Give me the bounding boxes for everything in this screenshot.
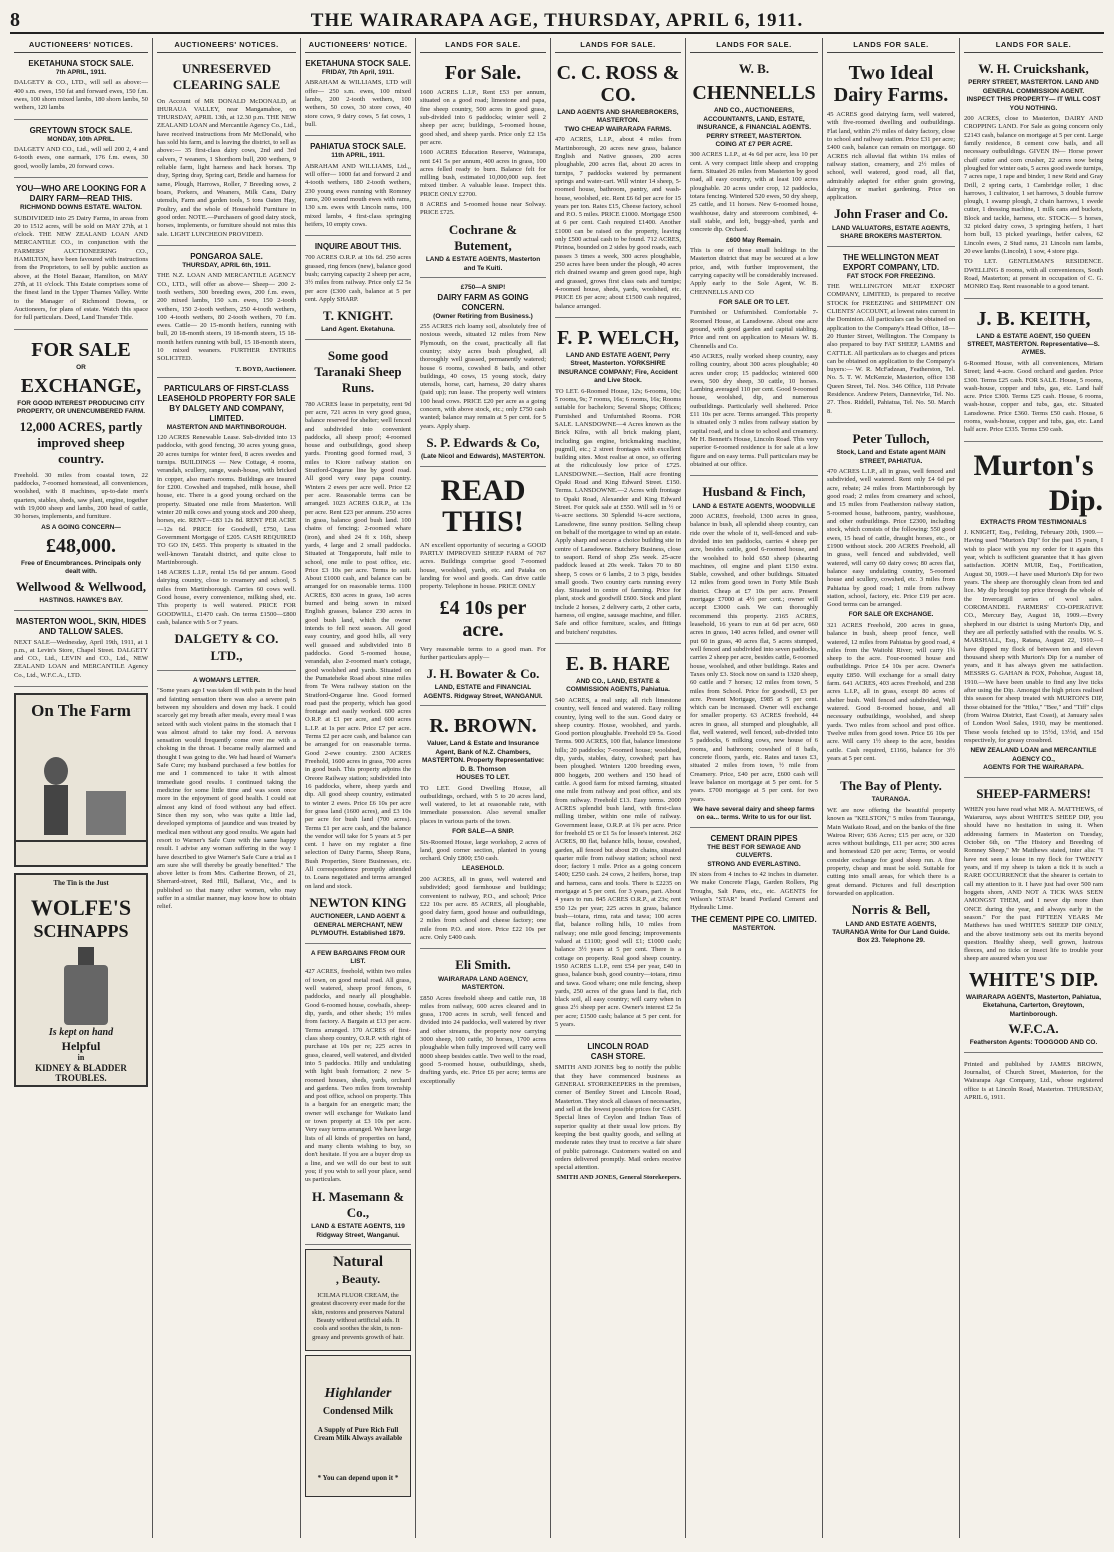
ad-body: THE WELLINGTON MEAT EXPORT COMPANY, LIMITED, is prepared to receive STOCK for FREEZING and SHIPMENT ON CLIENTS' ACCOUNT, at lowest rates current in the Dominion. All particulars can be obtained on application to the Company's Head Office, 18—20 Hunter Street, Wellington. The Company is also prepared to buy FAT SHEEP, LAMBS and CATTLE. All particulars as to charges and prices can be obtained on application to the Company's buyers:— W. R. McFadzean, Featherston, Tel. No. 5. T. W. McKenzie, Masterton, office 138 Queen Street, Tel. Nos. 346 Office, 118 Private Residence. Andrew Peters, Dannevirke, Tel. No. 27. Thos. Riddell, Pahiatua, Tel. No. 50. March 8. — [827, 283, 955, 415]
ad-price: £750—A SNIP! — [460, 284, 506, 292]
agent-name: NEW ZEALAND LOAN and MERCANTILE AGENCY CO., — [970, 747, 1097, 763]
column-3 — [301, 38, 416, 1538]
ad-signature: T. BOYD, Auctioneer. — [235, 365, 296, 373]
ad-body: 120 ACRES Renewable Lease. Sub-divided into 13 paddocks, with good fencing, 30 acres young grass, 20 acres turnips for winter feed, 8 acres swedes and turnips. BUILDINGS — New Cottage, 4 rooms, verandah, scullery, range, wash-house, with bricked in copper, also man's rooms. Buildings are insured for £200. Cowshed and trapshed, milk house, shell house, etc. There is a good young orchard on the property. Situated one mile from Masterton. Will winter 20 milk cows and young stock and 200 sheep, horses, etc. RENT—£83 12s 8d. RENT PER ACRE—12s 6d. PRICE for Goodwill, £750, Less Government Mortgage of £205. CASH REQUIRED TO GO IN, £455. This property is situated in the well-known Taratahi district, and quite close to Martinborough. — [157, 434, 296, 566]
bay-of-plenty-ad — [827, 773, 955, 950]
illustration-title: On The Farm — [31, 701, 131, 721]
ad-title: FOR SALE OR EXCHANGE. — [848, 611, 934, 619]
agent-name: H. Masemann & Co., — [311, 1188, 405, 1220]
ad-concern: AS A GOING CONCERN— — [41, 523, 121, 531]
inquire-ad — [305, 239, 411, 340]
page-number: 8 — [10, 9, 20, 31]
ad-terms: Very reasonable terms to a good man. For further particulars apply— — [420, 645, 546, 661]
hare-ad — [555, 647, 681, 1036]
agent-title: LAND & ESTATE AGENT, 150 QUEEN STREET, MASTERTON. Representative—S. AYMES. — [967, 332, 1100, 357]
ad-title: PAHIATUA STOCK SALE. — [310, 142, 406, 152]
agent-location: HASTINGS. HAWKE'S BAY. — [39, 597, 123, 605]
welch-ad — [555, 321, 681, 644]
ad-body: Freehold. 30 miles from coastal town, 22 paddocks, 7-roomed homestead, all conveniences, woolshed, with 8 machines, up-to-date men's quarters, stables, sheds, saw plant, engine, together with 19,000 sheep and lambs, 200 head of cattle, 30 horses, implements, and furniture. — [14, 471, 148, 521]
greytown-sale-ad — [14, 123, 148, 178]
ad-title: FOR SALE — [31, 338, 131, 361]
agent-name: J. B. KEITH, — [976, 307, 1091, 330]
ad-body: 450 ACRES, really worked sheep country, easy rolling country, about 300 acres ploughable; 40 acres under crop; 15 paddocks; wintered 600 ewes, 500 dry sheep, 30 cattle, 10 horses. Lambing averaged 110 per cent. Good 9-roomed house, woolshed, dip, and numerous outbuildings. Particularly well sheltered. Price £11 10s per acre. Terms arranged. This property is situated only 3 miles from railway station by capital road, and is close to school and creamery. Mr H. Bennett's House, Lincoln Road. This very superior 6-roomed residence is for sale at a low figure and on easy terms. Full particulars may be obtained at our office. — [690, 352, 818, 468]
wolfes-schnapps-ad — [14, 873, 148, 1087]
wool-sales-ad — [14, 614, 148, 688]
ad-body: 470 ACRES L.I.P., all in grass, well fenced and subdivided, well watered. Rent only £4 6d per acre, rebate; 24 miles from Martinborough by good road; 2 miles from creamery and school, and 15 miles from Featherston railway station, 5-roomed house, bathroom, pantry, washhouse, and other outbuildings. Price £2300, including stock, which consists of the following: 550 good ewes, 15 head of cattle, draught horses, etc., or £1900 without stock. 200 ACRES Freehold, all in grass, well fenced and subdivided, well watered, will carry 60 dairy cows; 80 acres flat, balance easy undulating country, 5-roomed house and scullery, cowshed, etc. 3 miles from Pahiatua by good road; 1 mile from railway station, school, factory, etc. Price £19 per acre. Good terms can be arranged. — [827, 468, 955, 609]
ad-product: Condensed Milk — [322, 1405, 394, 1417]
agent-title: (Late Nicol and Edwards), MASTERTON. — [420, 453, 546, 461]
ad-title: SHEEP-FARMERS! — [976, 785, 1091, 801]
ad-body: 780 ACRES lease in perpetuity, rent 9d per acre, 721 acres in very good grass, balance reserved for shelter; well fenced and subdivided into convenient paddocks, all sheep proof; 4-roomed house and outbuildings, good sheep yards. Fronting good formed road, 3 miles to Kiore railway station on Stratford-Ongarue line by good road. All good very easy papa country. Winters 2 ewes per acre well. Price £2 per acre. Reasonable terms can be arranged. 1023 ACRES O.R.P., at 13s per acre. Rent £23 per annum. 250 acres in grass, balance good bush land. 100 chains of fencing; 2-roomed whare (iron), and shed 24 ft x 16ft, sheep yards, 4 large and 2 small paddocks. Situated at Tongaporutu, half mile to school, one mile to post office, etc. Price £3 10s per acre. Terms to suit. About £1000 cash, and balance can be arranged for on reasonable terms. 1100 ACRES, 830 acres in grass, 1s0 acres burned and being sown in mixed English grasses, balance 230 acres in good bush land, which the owner intends to fell next season. All good easy country, and good hills, all very well grassed and subdivided into 8 paddocks. Good 5-roomed house, verandah, also 2-roomed man's cottage, good woolshed and yards. Situated on the Pumateheke Road about nine miles from Te Wera railway station on the Stratford-Ongarue line. Good formed road past the property, which has good frontage and easily worked. 600 acres O.R.P. at £1 per acre, and 600 acres L.I.P. at 1s per acre. Price £7 per acre. Terms £2 per acre cash, and balance can be arranged for on reasonable terms. Good 2-ewe country. 2300 ACRES Freehold, 1600 acres in grass, 700 acres in good bush. This property adjoins the Oreore Railway station; subdivided into 16 paddocks, where, sheep yards and dip. All good sheep country, estimated to winter 2 ewes. Price £6 10s per acre for grass land (1600 acres), and £3 10s per acre for bush land (700 acres). Terms £1 per acre cash, and the balance the vendor will take for 5 years at 5 per cent. I have on my register a fine selection of Dairy Farms, Sheep Runs, Bush Properties, Store Businesses, etc. All correspondence promptly attended to. Loans negotiated and terms arranged on land and stock. — [305, 400, 411, 890]
natural-beauty-ad — [305, 1249, 411, 1351]
ad-title: DAIRY FARM AS GOING CONCERN. — [437, 292, 529, 312]
agent-name: Husband & Finch, — [702, 484, 806, 500]
ad-or: OR — [76, 363, 86, 371]
ad-title: COING AT £7 PER ACRE. — [715, 141, 793, 148]
ad-signature: SMITH AND JONES, General Storekeepers. — [556, 1174, 681, 1182]
ad-note: We have several dairy and sheep farms on ea... terms. Write to us for our list. — [693, 805, 815, 822]
agent-name: R. BROWN. — [429, 715, 537, 738]
agent-name: E. B. HARE — [565, 653, 671, 675]
ad-body: £850 Acres freehold sheep and cattle run, 18 miles from railway, 600 acres cleared and in grass, 1700 acres in scrub, well fenced and divided into 24 paddocks, well watered by river and other streams, the property now carrying 3000 sheep, 100 cattle, 30 horses, 1700 acres ploughable when fully improved will carry well 8000 sheep besides cattle. Two well to the road, good 5-roomed house, outbuildings, sheds, drafting yards, etc. Price £6 per acre; terms are exceptionally — [420, 994, 546, 1085]
column-4 — [416, 38, 551, 1538]
ad-body: 45 ACRES good dairying farm, well watered, with five-roomed dwelling and outbuildings. Flat land, within 2½ miles of dairy factory, close to school and railway station. Price £31 per acre; £400 cash, balance can remain on mortgage. 60 ACRES rich alluvial flat within 1¼ miles of railway station, creamery, and 2½ miles of school, well watered, good road, all flat, admirably adapted for either grain growing, dairying or market gardening. Price on application. — [827, 111, 955, 202]
column-5 — [551, 38, 686, 1538]
ad-body: J. KNIGHT, Esq., Feilding, February 20th, 1909.—Having used "Murton's Dip" for the past 15 years, I wish to place with you my order for it again this year, which is sufficient guarantee that it has given satisfaction. JOHN MUIR, Esq., Fortification, August 30, 1909.—I have used Murton's Dip for two years. The sheep are thoroughly clean from ted and lice. My dip brought top price through the whole of the Invercargill series of wool sales. COROMANDEL FARMERS' CO-OPERATIVE CO., Mercury Bay, August 18, 1909.—Every shepherd in our district is using Murton's Dip, and they are all perfectly satisfied with the results. W. S. MARSHALL, Esq., Ratana, August 22, 1910.—I have dipped my flock of between ten and eleven thousand sheep with Murton's Dip for a number of years, and it has always given me satisfaction. MESSRS G. GAHAN & FOX, Pohohue, August 18, 1910.—We have been unable to find any live ticks after using the Dip. Amongst the high prices realised this season for sheep treated with MURTON'S DIP, those obtained for the "Hiku," "Bee," and "Tiff" clips (from Wairoa District, East Coast), at January sales of London Wool Sales, 1910, may be mentioned. These wools fetched up to 15½d, 13½d, and 15d respectively, for greasy crossbred. — [964, 529, 1103, 744]
agent-title: AND CO., LAND, ESTATE & COMMISSION AGENTS, Pahiatua. — [566, 678, 670, 694]
ad-subtitle: EXTRACTS FROM TESTIMONIALS — [980, 518, 1087, 526]
clearing-sale-ad — [157, 56, 296, 246]
ad-subtitle: RICHMOND DOWNS ESTATE. WALTON. — [20, 204, 142, 212]
ad-brand: Highlander — [324, 1385, 392, 1401]
ad-body: 8 ACRES and 5-roomed house near Solway. PRICE £725. — [420, 201, 546, 217]
dairy-concern-ad — [420, 281, 546, 467]
lincoln-store-ad — [555, 1039, 681, 1185]
ad-body: 255 ACRES rich loamy soil, absolutely free of noxious weeds, situated 12 miles from New Plymouth, on the coast, practically all flat country; sixty acres bush ploughed, all thoroughly well grassed, permanently watered; house 6 rooms, cowshed 8 bails, and other buildings, 40 cows, 15 young stock, dairy utensils, horse, cart, harness, 20 dairy shares (paid up); run lease. The property well winters 100 head cows. PRICE £20 per acre as a going concern, with above stock, etc.; only £750 cash wanted; balance may remain at 5 per cent. for 5 years. Apply sharp. — [420, 322, 546, 430]
agent-location: MASTERTON. — [732, 924, 776, 932]
ad-body: SUBDIVIDED into 25 Dairy Farms, in areas from 20 to 1512 acres, will be sold on MAY 27th, at 1 o'clock. THE NEW ZEALAND LOAN AND MERCANTILE CO., in conjunction with the FARMERS' AUCTIONEERING CO., HAMILTON, have been favoured with instructions from the Proprietors, to sell by public auction as above, at the Hotel Bazaar, Hamilton, on MAY 27th, at 11 o'clock. This Estate comprises some of the finest land in the Upper Thames Valley. Write to the Manager of Richmond Downs, or Auctioneers, for plans of estate. Watch this space for full particulars. Deed, Land Transfer Title. — [14, 214, 148, 322]
pahiatua-sale-ad — [305, 139, 411, 236]
agent-address: LAND & ESTATE AGENTS, 119 Ridgway Street, Wanganui. — [311, 1223, 405, 1239]
ad-title: MASTERTON WOOL, SKIN, HIDES AND TALLOW SALES. — [15, 616, 147, 636]
richmond-downs-ad — [14, 181, 148, 330]
ad-body: This is one of those small holdings in the Masterton district that may be secured at a low price, and, with further improvement, the carrying capacity will be considerably increased. Apply early to the Sole Agent, W. B. CHENNELLS AND CO — [690, 247, 818, 296]
ad-note: £600 May Remain. — [725, 236, 782, 244]
ad-title: GREYTOWN STOCK SALE. — [29, 125, 133, 135]
ad-line: A Supply of Pure Rich Full Cream Milk Always available — [313, 1425, 403, 1442]
agent-title: Valuer, Land & Estate and Insurance Agent, Bank of N.Z. Chambers, MASTERTON. Property Representative: D. B. Thomson — [422, 740, 544, 773]
columns — [10, 38, 1104, 1538]
ad-date: MONDAY, 10th APRIL. — [47, 135, 115, 143]
column-7 — [823, 38, 960, 1538]
ad-body: "Some years ago I was taken ill with pain in the head and fainting sensation there was also a severe pain between my shoulders and down my back. I could scarcely get my breath after meals, every meal I was seized with such violent pains in the stomach that I was almost afraid to take my food. A nervous sensation would frequently come over me with a choking in the throat. I became really alarmed and thought I was going to die. We had heard of Warner's Safe Cure; my husband purchased a few bottles for me and I commenced to take it with almost immediate good results. I continued taking the medicine for some little time and was soon once more in the enjoyment of good health. I could eat almost any kind of food without any bad effect. Since then my son, who was quite a little lad, developed symptoms of jaundice and was treated by medical men without any good results. We again had resort to Warner's Safe Cure with the same happy result. I advise any woman suffering in the way I have described to give Warner's Safe Cure a trial as I am sure she will thereby be greatly benefited." The above letter is from Mrs. Catherine Brown, of 21, Sherrard-street, Red Hill, Ballarat, Vic., and is published so that many other women, who may suffer in a similar manner, may know how to obtain relief. — [157, 687, 296, 911]
column-header: LANDS FOR SALE. — [827, 38, 955, 53]
agent-title: WAIRARAPA LAND AGENCY, MASTERTON. — [438, 975, 528, 992]
ad-title-2: CASH STORE. — [590, 1052, 646, 1062]
ad-body: 6-Roomed House, with all conveniences, Miriam Street; land 4-acre. Good orchard and garden. Price £300. Terms £25 cash. FOR SALE. House, 5 rooms, wash-house, copper and tubs, gas, etc. Land half acre. Price £300. Terms £25 cash. House, 6 rooms, wash-house, copper and tubs, gas, etc. Situated Lansdowne. Price £360. Terms £50 cash. House, 6 rooms, wash-house, copper and tubs, gas, etc. Land half acre. Price £335. Terms £50 cash. — [964, 359, 1103, 434]
ad-title: HOUSES TO LET. — [456, 774, 510, 782]
ad-body: ABRAHAM & WILLIAMS, LTD will offer— 250 s.m. ewes, 100 mixed lambs, 200 2-tooth wethers, 100 wethers, 50 cows, 30 store cows, 40 store cows, 9 dairy cows, 5 fat cows, 1 bull. — [305, 79, 411, 128]
ad-brand: WOLFE'S — [30, 895, 132, 921]
agent-list: WAIRARAPA AGENTS, Masterton, Pahiatua, Eketahuna, Carterton, Greytown, Martinborough. — [965, 993, 1102, 1018]
ad-body: 200 ACRES, close to Masterton, DAIRY AND CROPPING LAND. For Sale as going concern only £2143 cash, balance on mortgage at 5 per cent. Large family residence, 8 cement cow bails, and all necessary outbuildings. GIVEN IN— Horse power chaff cutter and corn crusher, 22 acres now being ploughed for winter oats, 5 acres good swede turnips, 7 acres rape, 1 rape and binder, 1 new Reid and Gray Drill, 2 spring carts, 1 Cambridge roller, 1 disc harrows, 1 cultivator, 1 set harrows, 3 double furrow plough, 1 swamp plough, 2 chain harrows, 1 swede cutter, 1 dressing machine, 1 milk cans and buckets, Block and tackle, harness, etc. STOCK— 5 horses, 32 picked dairy cows, 3 springing heifers, 1 hart horn bull, 13 picked yearlings, heifer calves, 62 Lincoln ewes, 2 Stud rams, 21 Lincoln ram lambs, 20 ewe lambs (Lincoln), 1 sow, 4 store pigs. — [964, 115, 1103, 255]
ad-body: 200 ACRES, all in grass, well watered and subdivided; good farmhouse and buildings; convenient to railway, P.O., and school; Price £22 10s per acre. 85 ACRES, all ploughable, good dairy farm, good house and outbuildings, 2 miles from school and cheese factory; one mile from P.O. and store. Price £22 10s per acre. Only £400 cash. — [420, 875, 546, 942]
agent-title: Stock, Land and Estate agent MAIN STREET, PAHIATUA. — [836, 449, 946, 465]
ad-title: INSPECT THIS PROPERTY— IT WILL COST YOU NOTHING. — [966, 96, 1101, 112]
ad-location: TAURANGA. — [871, 796, 911, 804]
ad-body: AN excellent opportunity of securing a GOOD PARTLY IMPROVED SHEEP FARM of 767 acres. Buildings comprise good 7-roomed house, woolshed, yards, etc. and Pataka on landing for wool and goods. Can drive cattle property. Telephone in house. PRICE ONLY — [420, 541, 546, 591]
agent-title: AGENTS FOR THE WAIRARAPA. — [983, 764, 1084, 772]
ad-date: 11th APRIL, 1911. — [331, 152, 385, 160]
agent-name: Cochrane & Butement, — [448, 221, 518, 253]
ad-tagline: * You can depend upon it * — [317, 1473, 399, 1482]
eli-smith-ad — [420, 952, 546, 1092]
cement-pipes-ad — [690, 831, 818, 937]
ad-title: PONGAROA SALE. — [190, 251, 263, 261]
highlander-milk-ad — [305, 1355, 411, 1497]
ad-body: 1600 ACRES Education Reserve, Wairarapa, rent £41 5s per annum, 400 acres in grass, 100 acres felled ready to burn. Balance felt for milling bush, estimated 10,000,000 sup. feet mixed timber. A valuable lease. Inspect this. PRICE ONLY £2700. — [420, 149, 546, 198]
ad-subtitle: STRONG AND EVERLASTING. — [707, 860, 801, 868]
agent-title: PERRY STREET, MASTERTON. LAND AND GENERAL COMMISSION AGENT. — [968, 79, 1099, 95]
ad-date: FRIDAY, 7th April, 1911. — [321, 69, 395, 76]
for-sale-ad — [420, 56, 546, 278]
ad-note: Free of Encumbrances. Principals only dealt with. — [21, 559, 141, 576]
ad-brand-2: SCHNAPPS — [33, 921, 129, 942]
ad-title: UNRESERVED CLEARING SALE — [172, 61, 281, 93]
ad-product: Dip. — [1048, 484, 1103, 518]
ad-title: The Bay of Plenty. — [840, 778, 942, 794]
ad-body: 540 ACRES, a real snip; all rich limestone country, well fenced and watered. Easy rolling country, lying well to the sun. Good dairy or sheep country. House, woolshed, and yards. Good portion ploughable. Freehold £9 5s. Good Terms. 900 ACRES, 100 flat, balance limestone hills; 20 paddocks; 7-roomed house; woolshed, dip, yards, stables, dairy, cowshed; part has been ploughed. Winters 1200 breeding ewes, 800 hoggets, 200 wethers and 150 head of cattle. A good farm for mixed farming, situated one mile from railway and post office, and six from railway. Freehold £13. Easy terms. 2000 ACRES splendid bush land, with first-class milling timber, within one mile of railway. Government lease, O.R.P. at 1¾ per acre. Price for freehold £5 or £1 5s for lessee's interest. 262 ACRES, 80 flat, balance hills, house, cowshed, garden, all fenced but about 20 chains, situated quarter mile from railway station; school next door; factory 1 mile. Price as a going concern £400; £250 cash. 24 cows, 2 heifers, horse, trap and harness, cans and tools. There is £2235 on mortgage at 5 per cent. for 3 years, part. About 4 years to run. 845 ACRES O.R.P., at 23s; rent £50 12s per year; 225 acres in grass, balance bush—totara, rimu, rata and tawa; 100 acres flat, balance rolling hills, 10 miles from railway; one mile good fencing; improvements valued at £1100; good will £1; £1000 cash; balance 3½ years at 5 per cent. There is a cottage on property. Real good sheep country. 1950 ACRES L.I.P., rent £54 per year, £40 in grass, balance bush, good country—totara, rimu and tawa. Good whare; one mile fencing, sheep yards, 250 acres of the grass land is flat, rich black soil, all easy country; will carry when in grass 2½ sheep per acre. Owner's interest £2 5s per acre; £1500 cash; balance at 5 per cent. for 5 years. — [555, 696, 681, 1029]
agent-name: C. C. ROSS & CO. — [556, 62, 680, 106]
ad-title: READ THIS! — [440, 473, 526, 539]
newspaper-title: THE WAIRARAPA AGE, THURSDAY, APRIL 6, 1911. — [310, 10, 804, 31]
agent-title: LAND AND ESTATE AGENT, Perry Street, Masterton. YORKSHIRE INSURANCE COMPANY; Fire, Accident and Live Stock. — [558, 351, 678, 385]
agent-name: T. KNIGHT. — [323, 308, 393, 324]
leasehold-ad — [157, 381, 296, 671]
ad-price: £48,000. — [46, 534, 116, 557]
ad-title: Two Ideal Dairy Farms. — [833, 62, 949, 106]
agent-title: LAND, ESTATE and FINANCIAL AGENTS. Ridgway Street, WANGANUI. — [423, 684, 543, 700]
ad-title: Some good Taranaki Sheep Runs. — [314, 347, 402, 396]
agent-name: NEWTON KING — [309, 895, 407, 910]
ad-body: TO LET. Good Dwelling House, all outbuildings, orchard, with 5 to 20 acres land, well watered, to let at reasonable rate, with immediate possession. Also several smaller places in various parts of the town. — [420, 784, 546, 825]
agent-title: AND CO., AUCTIONEERS, ACCOUNTANTS, LAND, ESTATE, INSURANCE, & FINANCIAL AGENTS. PERRY STREET, MASTERTON. — [696, 107, 812, 140]
column-1 — [10, 38, 153, 1538]
agent-name: J. H. Bowater & Co. — [426, 666, 540, 682]
ad-title: A WOMAN'S LETTER. — [192, 676, 261, 684]
agent-title: LAND VALUATORS, ESTATE AGENTS, SHARE BROKERS MASTERTON. — [832, 224, 950, 241]
ad-title: A FEW BARGAINS FROM OUR LIST. — [310, 949, 406, 965]
agent-name: Eli Smith. — [455, 957, 511, 973]
printer-imprint: Printed and published by JAMES BROWN, Journalist, of Church Street, Masterton, for the Wairarapa Age Company, Ltd., whose registered office is at Lincoln Road, Masterton. THURSDAY, APRIL 6, 1911. — [964, 1060, 1103, 1101]
agent-name: CHENNELLS — [692, 82, 816, 105]
taranaki-runs-ad — [305, 343, 411, 944]
ad-title-2: , Beauty. — [335, 1271, 381, 1286]
ad-title: TWO CHEAP WAIRARAPA FARMS. — [564, 125, 672, 133]
eketahuna-sale-ad — [14, 56, 148, 120]
ad-title: EKETAHUNA STOCK SALE. — [28, 59, 134, 68]
agent-title: LAND & ESTATE AGENTS, WOODVILLE — [692, 502, 816, 510]
column-6 — [686, 38, 823, 1538]
agent-title: LAND & ESTATE AGENTS, Masterton and Te Kuiti. — [425, 256, 541, 272]
ad-body: DALGETY & CO., LTD., will sell as above:— 400 s.m. ewes, 150 fat and forward ewes, 150 f.m. ewes, 100 shorn mixed lambs, 180 shorn lambs, 50 wethers, 120 lambs — [14, 79, 148, 112]
column-header: LANDS FOR SALE. — [420, 38, 546, 53]
agent-name: THE CEMENT PIPE CO. LIMITED. — [691, 914, 817, 924]
agent-name: F. P. WELCH, — [556, 326, 680, 349]
ad-title: LINCOLN ROAD — [587, 1042, 649, 1052]
whites-dip-ad — [964, 781, 1103, 1053]
ad-tagline: The Tin is the Just — [53, 879, 109, 888]
ad-location: MASTERTON AND MARTINBOROUGH. — [166, 423, 287, 431]
ad-body: ICILMA FLUOR CREAM, the greatest discovery ever made for the skin, restores and preserves Natural Beauty without artificial aids. It cools and soothes the skin, is non-greasy and prevents growth of hair. — [310, 1291, 406, 1341]
ad-note: (Owner Retiring from Business.) — [433, 312, 533, 320]
ad-body: On Account of MR DONALD McDONALD, at IHURAUA VALLEY, near Mangamahoe, on THURSDAY, APRIL 13th, at 12.30 p.m. THE NEW ZEALAND LOAN and Mercantile Agency Co., Ltd., have received instructions from Mr McDonald, who has sold his farm, and is leaving the district, to sell as above:— 35 first-class dairy cows, 2nd and 3rd calvers, 7 weaners, 1 Shorthorn bull, 200 wethers, 9 reliable farm, light harness and hack horses. Tip dray, Spring dray, Spring cart, Bridle and harness for same, Plough, Harrows, Roller, 7 Breeding sows, 2 boars, Porkers, and Weaners, Milk Cans, Dairy utensils, Farm and garden tools, 5 tons Oaten Hay, Poultry, and the whole of Household Furniture in good order. NOTE.—Purchasers of good dairy stock, horses, implements, or furniture should not miss this sale. LIGHT LUNCHEON PROVIDED. — [157, 97, 296, 238]
ad-price: £4 10s per acre. — [439, 596, 527, 641]
ad-body: TO LET. GENTLEMAN'S RESIDENCE. DWELLING 8 rooms, with all conveniences, South Road, Masterton; at present in occupation of C. G. MONRO Esq. Rent reasonable to a good tenant. — [964, 258, 1103, 291]
agent-name: Peter Tulloch, — [852, 431, 930, 446]
farmer-figure-icon — [16, 731, 146, 861]
ad-line: Is kept on hand — [48, 1027, 114, 1039]
bargains-ad — [305, 947, 411, 1245]
column-8 — [960, 38, 1107, 1538]
ad-subtitle: THE BEST FOR SEWAGE AND CULVERTS. — [707, 843, 801, 860]
agent-initials: W. B. — [738, 61, 770, 76]
ad-title: EKETAHUNA STOCK SALE. — [305, 59, 411, 68]
ad-body: 1600 ACRES L.I.P., Rent £53 per annum, situated on a good road; limestone and papa, fine sheep country, 500 acres in good grass, sub-divided into 6 paddocks; winter well 2 sheep per acre; buildings, 5-roomed house, good shed, and sheep yards. Price only £2 15s per acre. — [420, 89, 546, 146]
ad-title: For Sale. — [444, 62, 522, 84]
ad-body: 300 ACRES L.I.P., at 4s 6d per acre, less 10 per cent. A very compact little sheep and cropping farm. Situated 26 miles from Masterton by good road, all easy country, with at least 100 acres ploughable. 20 acres under crop, 12 paddocks, totara fencing. Wintered 520 ewes, 50 dry sheep, 25 cattle, and 11 horses. New 6-roomed house, washhouse, dairy and storeroom combined, 4-stall stable, and loft, buggy-shed, yards and concrete dip. Orchard. — [690, 151, 818, 234]
agent-title: Featherston Agents: TOOGOOD AND CO. — [969, 1039, 1098, 1047]
ross-ad — [555, 56, 681, 318]
keith-ad — [964, 302, 1103, 442]
masthead — [10, 8, 1104, 34]
ad-title: CEMENT DRAIN PIPES — [710, 833, 798, 843]
ad-body: WE are now offering the beautiful property known as "KELSTON," 5 miles from Tauranga, Main Waikato Road, and on the banks of the fine Wairoa River; 636 Acres; £15 per acre, or 320 acres without buildings, £11 per acre; 300 acres and homestead £20 per acre; Terms, or would consider exchange for good sheep run. A fine property, cheap and must be sold. Suitable for cutting into small areas, for which there is a great demand. Pictures and full description forwarded on application. — [827, 806, 955, 897]
ad-line: KIDNEY & BLADDER TROUBLES. — [35, 1063, 127, 1084]
womans-letter-ad — [157, 674, 296, 918]
column-header: LANDS FOR SALE. — [555, 38, 681, 53]
ad-title: PARTICULARS OF FIRST-CLASS LEASEHOLD PROPERTY FOR SALE BY DALGETY AND COMPANY, LIMITED. — [157, 383, 296, 423]
bottle-icon — [56, 947, 116, 1027]
agent-name: John Fraser and Co. — [834, 206, 948, 222]
ad-body: DALGETY AND CO., Ltd., will sell 200 2, 4 and 6-tooth ewes, one earmark, 176 f.m. ewes, 30 good, woolly lambs, 20 forward cows. — [14, 146, 148, 170]
pongaroa-sale-ad — [157, 249, 296, 378]
ad-body: 470 ACRES, L.I.P., about 4 miles from Martinborough, 20 acres new grass, balance English and Native grasses, 200 acres ploughable, 200 acres flat, about 20 acres in turnips, 7 paddocks watered by permanent springs and water-cart. Will winter 14 sheep, 5-roomed house, bathroom, pantry, and wash-house, woolshed, etc. Rent £6 6d per acre for 15 years per ton. Rates £15, Cheese factory, school and P.O. 5 miles. PRICE £1000. Mortgage £500 at 6 per cent. Cash required £1400. Another £1000 can be raised on the property, leaving only £500 actual cash to be found. 712 ACRES, Pirinoa, bounded on 2 sides by good roads, each passes 3 times a week, 300 acres ploughable, 250 acres have been under the plough, 40 acres rich drained swamp and green good rape, high and grassed, grows first class oats and turnips; 4-roomed house, sheds, yards, woolshed, etc. PRICE £6 per acre; about £1500 cash required, balance arranged. — [555, 136, 681, 310]
ad-body: Six-Roomed House, large workshop, 2 acres of land, good corner section, planted in young orchard. Only £800; £50 cash. — [420, 838, 546, 863]
ad-date: 7th APRIL, 1911. — [55, 69, 107, 76]
ad-body: 700 ACRES O.R.P. at 10s 6d. 250 acres grassed, ring fences (new), balance good bush; carrying capacity 2 sheep per acre, 3½ miles from railway. Price only £2 5s per acre (£300 cash, balance at 5 per cent. Apply SHARP. — [305, 254, 411, 303]
agent-name: W.F.C.A. — [1008, 1021, 1059, 1037]
ad-headline: YOU—WHO ARE LOOKING FOR A DAIRY FARM—READ THIS. — [15, 184, 147, 204]
ad-subtitle: FAT STOCK FOR FREEZING. — [846, 272, 936, 280]
column-2 — [153, 38, 301, 1538]
agent-title: Land Agent. Eketahuna. — [321, 326, 395, 334]
ad-title: THE WELLINGTON MEAT EXPORT COMPANY, LTD. — [842, 252, 940, 272]
dairy-farms-ad — [827, 56, 955, 247]
agent-name: Norris & Bell, — [851, 902, 931, 918]
ad-body: SMITH AND JONES beg to notify the public that they have commenced business as GENERAL STOREKEEPERS in the premises, corner of Bentley Street and Lincoln Road, Masterton. They stock all classes of necessaries, and sell at the lowest possible prices for CASH. Special lines of Ceylon and Indian Teas of superior quality at their usual low prices. By keeping the best quality goods, and selling at moderate rates they trust to receive a fair share of public patronage. Customers waited on and orders delivered promptly. Mail orders receive special attention. — [555, 1064, 681, 1172]
ad-acreage: 12,000 ACRES, partly improved sheep country. — [19, 418, 143, 467]
read-this-ad — [420, 470, 546, 707]
ad-line: in — [77, 1053, 85, 1063]
ad-body: Furnished or Unfurnished. Comfortable 7-Roomed House, at Lansdowne. About one acre ground, with good garden and capital stabling. Price and rent on application to Messrs W. B. Chennells and Co. — [690, 309, 818, 350]
ad-body: 2000 ACRES, freehold, 1300 acres in grass, balance in bush, all splendid sheep country, can ride over the whole of it, well-fenced and sub-divided into ten paddocks, carries 4 sheep per acre, besides cattle, good 6-roomed house, and the woolshed to hold 650 sheep (shearing machines, oil engine and plant £150 extra. Stable, cowshed, and other buildings. Situated 12 miles from good town in Forty Mile Bush district. Cheap at £7 10s per acre. Present mortgage £7000 at 4½ per cent.; owner will accept £3000 cash. We can thoroughly recommend this property. 2165 ACRES, leasehold, 16 years to run at 6d per acre, 660 acres in grass, 140 acres felled, and owner will put 60 in grass, 40 acres flat, 5 acres stumped, well fenced and subdivided into seven paddocks, carries 2 sheep per acre, besides cattle, 6-roomed house, woolshed, and other buildings. Rates and Taxes only £3. Stock now on sand is 1320 sheep, 60 cattle and 7 horses; 12 miles from town, 5 miles from School. Price for goodwill, £3 per acre. Present Mortgage, £985 at 5 per cent. which can be increased. Owner will exchange for smaller property. 63 ACRES freehold, 44 acres in grass, all stumped and ploughable, all flat, well watered, well fenced, sub-divided into 5 paddocks, 6 milking cows, new house of 6 rooms, and bathroom; cowshed of 8 bails, concrete floors, yards, etc. Rates and taxes £3, situated 2 miles from town, ½ mile from Creamery. Price, £40 per acre, £600 cash will leave balance on mortgage at 5 per cent. for 5 years. £700 mortgage at 5 per cent. for two years. — [690, 512, 818, 803]
ad-body: ABRAHAM AND WILLIAMS, Ltd.,, will offer— 1000 fat and forward 2 and 4-tooth wethers, 180 2-tooth wethers, 230 young ewes running with Romney rams, 200 sound mouth ewes with rams, 130 s.m. ewes with Lincoln rams, 100 mixed lambs, 4 first-class springing heifers, 10 empty cows. — [305, 162, 411, 228]
imprint — [964, 1056, 1103, 1109]
agent-title: LAND AND ESTATE AGENTS, TAURANGA Write for Our Land Guide. Box 23. Telephone 29. — [832, 920, 950, 945]
ad-title: INQUIRE ABOUT THIS. — [314, 242, 402, 252]
cruickshank-ad — [964, 56, 1103, 299]
ad-body: 148 ACRES L.I.P., rental 15s 6d per annum. Good dairying country, close to creamery and school, 5 miles from Martinborough. Carries 60 cows well. Good house, every convenience, milking shed, etc. This property is well watered. PRICE FOR GOODWILL, £1470 cash. On terms £1500—£800 cash, balance with 5 or 7 years. — [157, 569, 296, 626]
column-header: AUCTIONEERS' NOTICES. — [14, 38, 148, 53]
agent-name: S. P. Edwards & Co, — [426, 435, 540, 450]
ad-title: FOR SALE OR TO LET. — [718, 298, 790, 306]
ad-body: NEXT SALE—Wednesday, April 19th, 1911, at 1 p.m., at Levin's Store, Chapel Street. DALGETY and CO., Ltd., LEVIN and CO., Ltd., NEW ZEALAND LOAN and MERCANTILE Agency Co., Ltd., W.F.C.A., LTD. — [14, 638, 148, 679]
tulloch-ad — [827, 426, 955, 770]
brown-ad — [420, 709, 546, 949]
agent-title: LAND AGENTS AND SHAREBROKERS, MASTERTON. — [557, 109, 679, 125]
ad-body: WHEN you have read what MR A. MATTHEWS, of Waiaruroa, says about WHITE'S SHEEP DIP, you should have no hesitation in using it. When addressing farmers in Masterton on Tuesday, October 6th, on "The History and Breeding of Romney Sheep," Mr Matthews stated, inter alia: "I have not seen a louse in my flock for TWENTY years, and if my sheep is taken a tick it is such a RARE OCCURRENCE that the shearer is certain to call my attention to it. I have just had over 500 ram hoggets shorn, AND NOT A TICK WAS SEEN AMONGST THEM, and I never dip more than ONCE during the year, and always early in the season." For the past FIFTEEN YEARS Mr Matthews has used WHITE'S SHEEP DIP ONLY, and the above testimony sets out its merits beyond question. Healthy sheep, well grown, lustrous fleeces, and no ticks or insect life to trouble your sheep are assured when you use — [964, 805, 1103, 963]
exchange-ad — [14, 333, 148, 611]
murtons-dip-ad — [964, 445, 1103, 778]
column-header: LANDS FOR SALE. — [690, 38, 818, 53]
ad-title-exchange: EXCHANGE, — [20, 375, 142, 397]
agent-name: Wellwood & Wellwood, — [15, 578, 147, 594]
ad-body: 427 ACRES, freehold, within two miles of town, on good metal road. All grass, well watered, sheep proof fences, 6 paddocks, and nearly all ploughable. Good 6-roomed house, cowbails, sheep-dip, yards, and other sheds; 1½ miles from factory. A Bargain at £13 per acre. Terms arranged. 170 ACRES of first-class sheep country, O.R.P. with right of purchase at 10s per re; 225 acres in grass, cleared, well watered, and divided into 5 paddocks. Hilly and undulating with light bush formation; 2 new 5-roomed houses, sheds, yards, orchard and gardens. Two miles from township and post office, school on property. This is a bargain for an energetic man; the owner will exchange for Waikato land or town property at £3 10s per acre. Very easy terms arranged. We have large lists of all kinds of properties on hand, and many clients wishing to buy, so don't hesitate. If you are a buyer drop us a line, and we will do our best to suit you; if you wish to sell your place, send us particulars. — [305, 968, 411, 1184]
ad-body: TO LET. 6-Roomed House, 12s; 6-rooms, 10s; 5 rooms, 9s; 7 rooms, 16s; 6 rooms, 16s; Rooms suitable for bachelors; Several Shops; Offices; Furnished and Unfurnished Rooms. FOR SALE. LANSDOWNE—4 Acres known as the Brick Kilns, with all brick making plant, including gas engine, brickmaking machine, pugmill, etc.; 2 street frontages with excellent building sites. Most realise at once, so offering at the ridiculously low price of £725. LANSDOWNE.—Section, Half acre fronting Opaki Road and King Edward Street. £150. Terms. LANSDOWNE.—2 Acres with frontage to Opaki Road, Alexander and King Edward Street. For quick sale at £550. Will sell in ½ or ¼-acre sections. 30 Splendid ¼-acre sections, Lansdowne, fine sunny position. Selling cheap on behalf of the mortgagee to wind up an estate. Apply sharp and secure a choice building site in centre of Lansdowne. Butchery Business, close to seaport. Rend of shop 25s week. 25-acre paddock leased at 20s week. Takes 70 to 80 sheep, 5 cows or 6 lambs, 2 to 3 pigs, besides small goods. Two country carts running every day. Situated in centre of farming. Price for plant, stock and goodwill £600. Stock and plant include 2 horses, 2 delivery carts, 2 other carts, harness, oil engine, sausage machine, and filler. Safe and office furniture, scales, and fittings and butchers' requisites. — [555, 387, 681, 636]
ad-brand: WHITE'S DIP. — [968, 968, 1099, 991]
ad-body: THE N.Z. LOAN AND MERCANTILE AGENCY CO., LTD., will offer as above— Sheep— 200 2-tooth wethers, 300 breeding ewes, 200 f.m. ewes, 200 mixed lambs, 150 s.m. ewes, 150 2-tooth wethers, 150 2-tooth wethers, 250 4-tooth wethers, 100 4-tooth wethers, 80 2-tooth wethers, 70 f.m. ewes. Cattle— 20 15-month heifers, running with bull, 20 18-month steers, 19 18-month steers, 15 18-month heifers running with bull, 15 18-month steers, 10 mixed weaners. FURTHER ENTRIES SOLICITED. — [157, 272, 296, 363]
ad-title: Natural — [333, 1253, 383, 1270]
column-header: AUCTIONEERS' NOTICES. — [157, 38, 296, 53]
column-header: AUCTIONEERS' NOTICE. — [305, 38, 411, 53]
agent-name: DALGETY & CO. LTD., — [174, 631, 279, 663]
ad-title: LEASEHOLD. — [462, 865, 504, 873]
meat-export-ad — [827, 250, 955, 423]
column-header: LANDS FOR SALE. — [964, 38, 1103, 53]
ad-subtitle: FOR GOOD INTEREST PRODUCING CITY PROPERTY, OR UNENCUMBERED FARM. — [16, 400, 146, 416]
ad-body: 321 ACRES Freehold, 200 acres in grass, balance in bush, sheep proof fence, well watered, 12 miles from Pahiatua by good road, 4 miles from the Waitohi River; will carry 1¾ sheep to the acre. Four-roomed house and outbuildings. Price £4 10s per acre. Owner's equity £850. Will exchange for a small dairy farm. 641 ACRES, 403 acres Freehold, and 238 acres L.I.P., all in grass, except 80 acres of shelter bush. Well fenced and subdivided, Well watered. Good 8-roomed house, and all necessary outbuildings, woolshed, and sheep yards. Two miles from school and post office. Twelve miles from good town. Price £6 10s per acre. Will carry 1½ sheep to the acre, besides cattle. Cash required, £1166, balance for 3½ years at 5 per cent. — [827, 621, 955, 762]
agent-name: W. H. Cruickshank, — [978, 61, 1089, 76]
ad-title: FOR SALE—A SNIP. — [452, 828, 514, 836]
chennells-ad — [690, 56, 818, 476]
ad-date: THURSDAY, APRIL 6th, 1911. — [182, 261, 271, 269]
husband-finch-ad — [690, 479, 818, 828]
ad-body: IN sizes from 4 inches to 42 inches in diameter. We make Concrete Flags, Garden Rollers, Pig Troughs, Salt Pans, etc., etc. AGENTS for Wilson's "STAR" brand Portland Cement and Hydraulic Lime. — [690, 871, 818, 912]
on-the-farm-illustration — [14, 693, 148, 867]
ad-brand: Murton's — [973, 448, 1094, 482]
ad-line: Helpful — [61, 1039, 101, 1054]
eketahuna-sale-ad — [305, 56, 411, 136]
agent-title: AUCTIONEER, LAND AGENT & GENERAL MERCHANT, NEW PLYMOUTH. Established 1879. — [310, 913, 406, 938]
